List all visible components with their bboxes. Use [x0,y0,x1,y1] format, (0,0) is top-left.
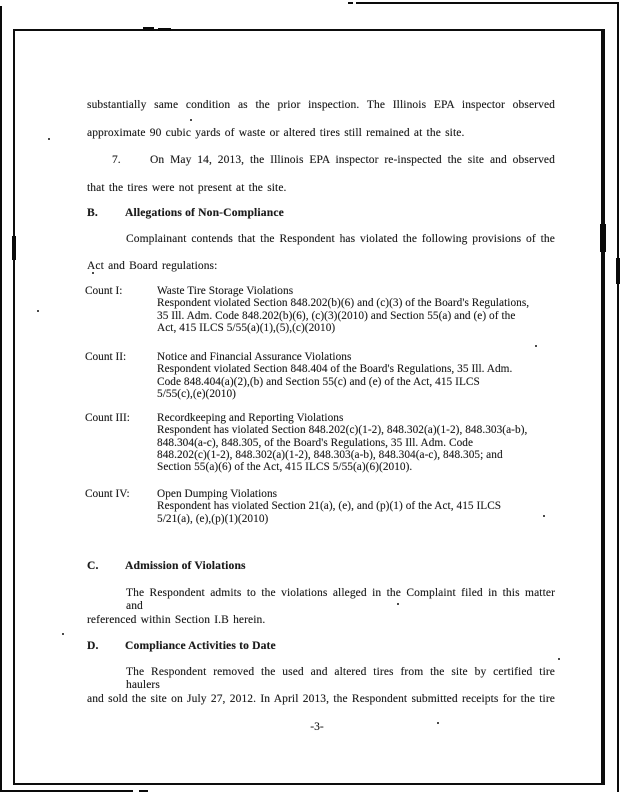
paragraph-line: The Respondent removed the used and altered tires from the site by certified tire haulers [126,666,555,691]
section-title: Allegations of Non-Compliance [125,206,284,219]
scan-artifact-right-line [617,3,619,792]
toner-speck [558,658,560,660]
paragraph-line: and sold the site on July 27, 2012. In April 2013, the Respondent submitted receipts for the tire [87,693,555,705]
count-line: 848.304(a-c), 848.305, of the Board's Regulations, 35 Ill. Adm. Code [157,436,474,449]
count-line: Waste Tire Storage Violations [157,285,294,297]
paragraph-line: referenced within Section I.B herein. [87,614,266,626]
count-line: Open Dumping Violations [157,488,278,500]
scan-artifact-bottom-dash [139,790,148,792]
paragraph-line: On May 14, 2013, the Illinois EPA inspector re-inspected the site and observed [150,154,555,166]
frame-right-smudge [600,224,606,252]
count-block [85,285,571,334]
count-line: 5/21(a), (e),(p)(1)(2010) [157,512,269,525]
count-line: Act, 415 ILCS 5/55(a)(1),(5),(c)(2010) [157,321,336,334]
count-line: Respondent violated Section 848.404 of the Board's Regulations, 35 Ill. Adm. [157,363,513,376]
count-text [157,412,571,473]
paragraph-line: Complainant contends that the Respondent has violated the following provisions of the [126,233,555,245]
toner-speck [48,138,50,140]
count-label: Count I: [85,285,123,297]
toner-speck [37,310,39,312]
frame-right-smudge [616,258,620,284]
count-line: Notice and Financial Assurance Violations [157,351,352,363]
count-line: Section 55(a)(6) of the Act, 415 ILCS 5/55(a)(6)(2010). [157,461,413,474]
list-item-number: 7. [112,154,121,166]
count-block [85,412,571,473]
count-line: 35 Ill. Adm. Code 848.202(b)(6), (c)(3)(2010) and Section 55(a) and (e) of the [157,309,516,322]
count-block [85,488,571,525]
count-label: Count II: [85,351,127,363]
section-heading-c [87,559,246,572]
section-title: Compliance Activities to Date [125,639,276,652]
count-line: Respondent has violated Section 21(a), (e), and (p)(1) of the Act, 415 ILCS [157,500,502,513]
scan-artifact-left-line [0,6,2,792]
toner-speck [62,633,64,635]
count-text [157,285,571,334]
paragraph-line: that the tires were not present at the site. [87,182,287,194]
paragraph-line: approximate 90 cubic yards of waste or altered tires still remained at the site. [87,127,465,139]
paragraph-line: substantially same condition as the prior inspection. The Illinois EPA inspector observed [87,99,555,111]
count-label: Count IV: [85,488,130,500]
section-letter: B. [87,206,98,219]
frame-top-smudge [143,27,154,31]
count-line: 5/55(c),(e)(2010) [157,387,236,400]
scan-artifact-top-dash [348,2,353,4]
frame-left-smudge [12,236,16,260]
count-block [85,351,571,400]
toner-speck [535,345,537,347]
count-line: Respondent violated Section 848.202(b)(6) and (c)(3) of the Board's Regulations, [157,297,530,310]
section-letter: C. [87,559,99,572]
section-title: Admission of Violations [125,559,246,572]
count-label: Count III: [85,412,130,424]
section-heading-d [87,639,276,652]
section-heading-b [87,206,284,219]
count-line: Code 848.404(a)(2),(b) and Section 55(c) and (e) of the Act, 415 ILCS [157,375,480,388]
scan-artifact-bottom-line [0,790,133,792]
count-line: 848.202(c)(1-2), 848.302(a)(1-2), 848.303(a-b), 848.304(a-c), 848.305; and [157,448,503,461]
count-line: Recordkeeping and Reporting Violations [157,412,344,424]
frame-top-smudge [158,28,171,31]
count-line: Respondent has violated Section 848.202(c)(1-2), 848.302(a)(1-2), 848.303(a-b), [157,424,528,437]
paragraph-line: The Respondent admits to the violations alleged in the Complaint filed in this matter and [126,587,555,612]
section-letter: D. [87,639,99,652]
page-number: -3- [310,721,324,733]
paragraph-line: Act and Board regulations: [87,260,218,272]
count-text [157,488,571,525]
count-text [157,351,571,400]
scan-artifact-top-line [356,2,619,4]
toner-speck [190,119,192,121]
